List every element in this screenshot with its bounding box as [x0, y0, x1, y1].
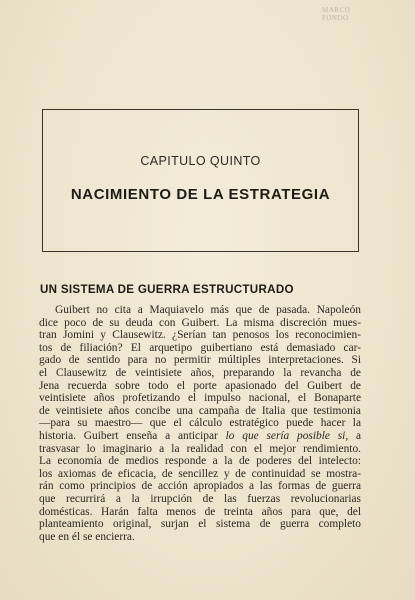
text-line: gado de sentido para no permitir múltiples interpretaciones. Si	[39, 354, 361, 367]
text-line: el Clausewitz de veintisiete años, preparando la revancha de	[39, 366, 361, 379]
text-line: trasvasar lo imaginario a la realidad con el mejor rendimiento.	[39, 442, 361, 455]
text-line: domésticas. Harán falta menos de treinta años para que, del	[39, 505, 361, 518]
text-line: planteamiento original, surjan el sistema de guerra completo	[39, 518, 361, 531]
chapter-number: CAPITULO QUINTO	[140, 154, 261, 168]
text-line: los axiomas de eficacia, de sencillez y de continuidad se mostra-	[39, 467, 361, 480]
chapter-title-box	[42, 109, 359, 252]
text-segment: historia. Guibert enseña a anticipar	[39, 429, 226, 442]
text-line-with-italic	[39, 430, 361, 443]
italic-phrase: lo que sería posible si,	[225, 429, 349, 442]
text-line: veintisiete años profetizando el impulso nacional, el Bonaparte	[39, 392, 361, 405]
text-line: Guibert no cita a Maquiavelo más que de pasada. Napoleón	[55, 304, 361, 316]
text-line: —para su maestro— que el cálculo estratégico puede hacer la	[39, 417, 361, 430]
chapter-title: NACIMIENTO DE LA ESTRATEGIA	[70, 186, 331, 203]
text-line: tran Jomini y Clausewitz. ¿Serían tan penosos los reconocimien-	[39, 329, 361, 342]
text-line: tos de filiación? El arquetipo guibertiano está demasiado car-	[39, 341, 361, 354]
text-line: rán como principios de acción apropiados a las formas de guerra	[39, 480, 361, 493]
text-line-last: que en él se encierra.	[39, 530, 135, 543]
text-line: que recurrirá a la irrupción de las fuerzas revolucionarias	[39, 492, 361, 505]
section-heading: UN SISTEMA DE GUERRA ESTRUCTURADO	[40, 283, 294, 296]
text-line: La economía de medios responde a la de poderes del intelecto:	[39, 455, 361, 468]
text-line: Jena recuerda sobre todo el porte apasionado del Guibert de	[39, 379, 361, 392]
text-line: de veintisiete años concibe una campaña de Italia que testimonia	[39, 404, 361, 417]
running-header: MARCO FONDO	[322, 6, 351, 22]
body-paragraph	[39, 304, 361, 543]
text-segment: a	[348, 429, 362, 442]
text-line: dice poco de su deuda con Guibert. La misma discreción mues-	[39, 316, 361, 329]
